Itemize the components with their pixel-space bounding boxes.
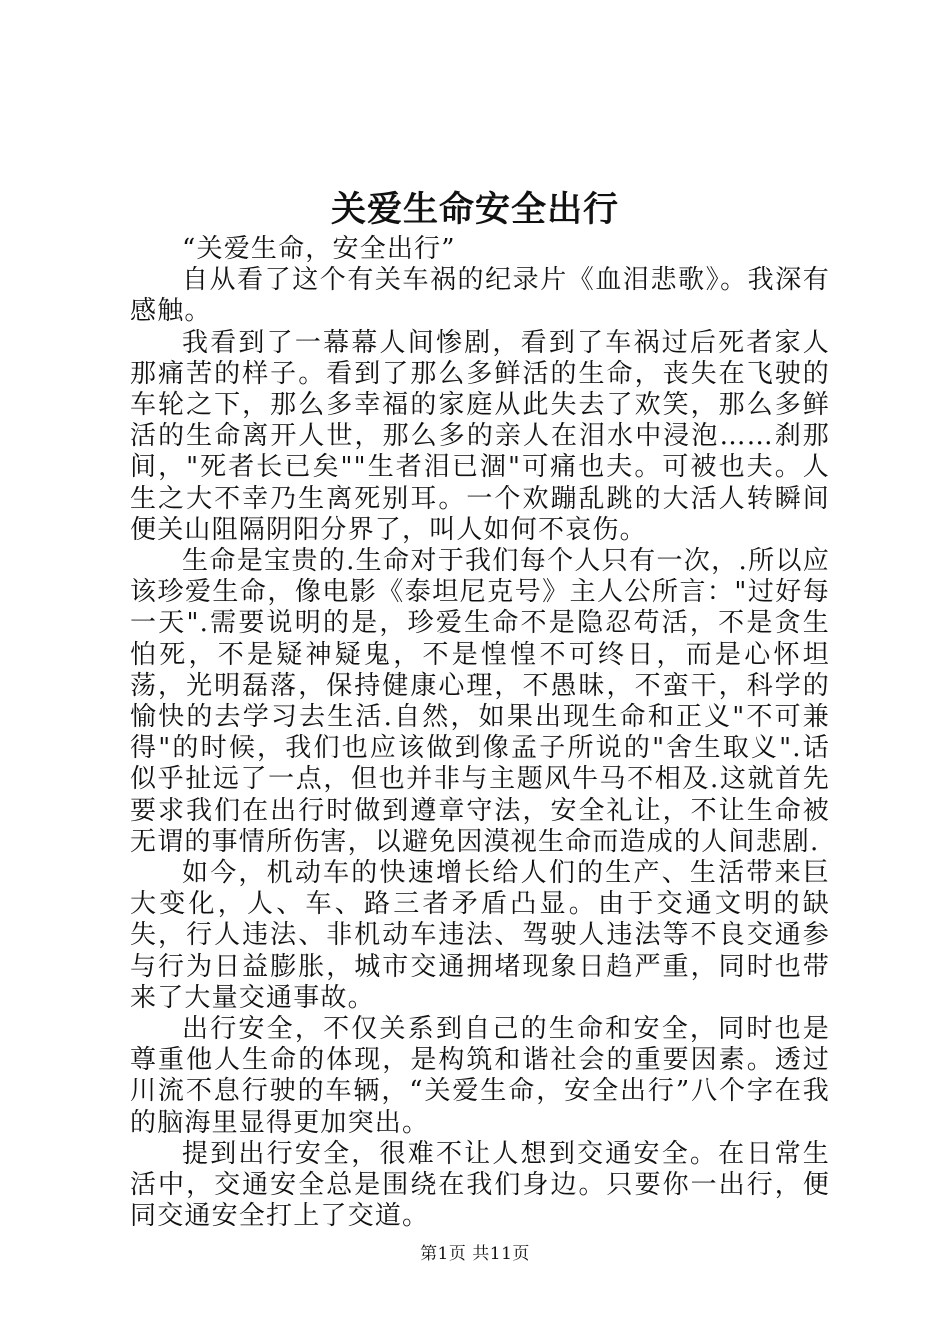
paragraph: 提到出行安全，很难不让人想到交通安全。在日常生活中，交通安全总是围绕在我们身边。只要你一出行，便同交通安全打上了交道。: [130, 1138, 830, 1232]
paragraph: 我看到了一幕幕人间惨剧，看到了车祸过后死者家人那痛苦的样子。看到了那么多鲜活的生命，丧失在飞驶的车轮之下，那么多幸福的家庭从此失去了欢笑，那么多鲜活的生命离开人世，那么多的亲人在泪水中浸泡……刹那间，"死者长已矣""生者泪已涸"可痛也夫。可被也夫。人生之大不幸乃生离死别耳。一个欢蹦乱跳的大活人转瞬间便关山阻隔阴阳分界了，叫人如何不哀伤。: [130, 327, 830, 545]
document-body: [130, 234, 830, 1233]
paragraph: 出行安全，不仅关系到自己的生命和安全，同时也是尊重他人生命的体现，是构筑和谐社会的重要因素。透过川流不息行驶的车辆，“关爱生命，安全出行”八个字在我的脑海里显得更加突出。: [130, 1014, 830, 1138]
paragraph: 自从看了这个有关车祸的纪录片《血泪悲歌》。我深有感触。: [130, 265, 830, 327]
document-title: 关爱生命安全出行: [330, 189, 619, 230]
paragraph: 如今，机动车的快速增长给人们的生产、生活带来巨大变化，人、车、路三者矛盾凸显。由于交通文明的缺失，行人违法、非机动车违法、驾驶人违法等不良交通参与行为日益膨胀，城市交通拥堵现象日趋严重，同时也带来了大量交通事故。: [130, 858, 830, 1013]
page-footer: 第1页 共11页: [420, 1244, 530, 1264]
paragraph: “关爱生命，安全出行”: [182, 234, 456, 264]
paragraph: 生命是宝贵的.生命对于我们每个人只有一次，.所以应该珍爱生命，像电影《泰坦尼克号》主人公所言："过好每一天".需要说明的是，珍爱生命不是隐忍苟活，不是贪生怕死，不是疑神疑鬼，不是惶惶不可终日，而是心怀坦荡，光明磊落，保持健康心理，不愚昧，不蛮干，科学的愉快的去学习去生活.自然，如果出现生命和正义"不可兼得"的时候，我们也应该做到像孟子所说的"舍生取义".话似乎扯远了一点，但也并非与主题风牛马不相及.这就首先要求我们在出行时做到遵章守法，安全礼让，不让生命被无谓的事情所伤害，以避免因漠视生命而造成的人间悲剧.: [130, 546, 830, 857]
